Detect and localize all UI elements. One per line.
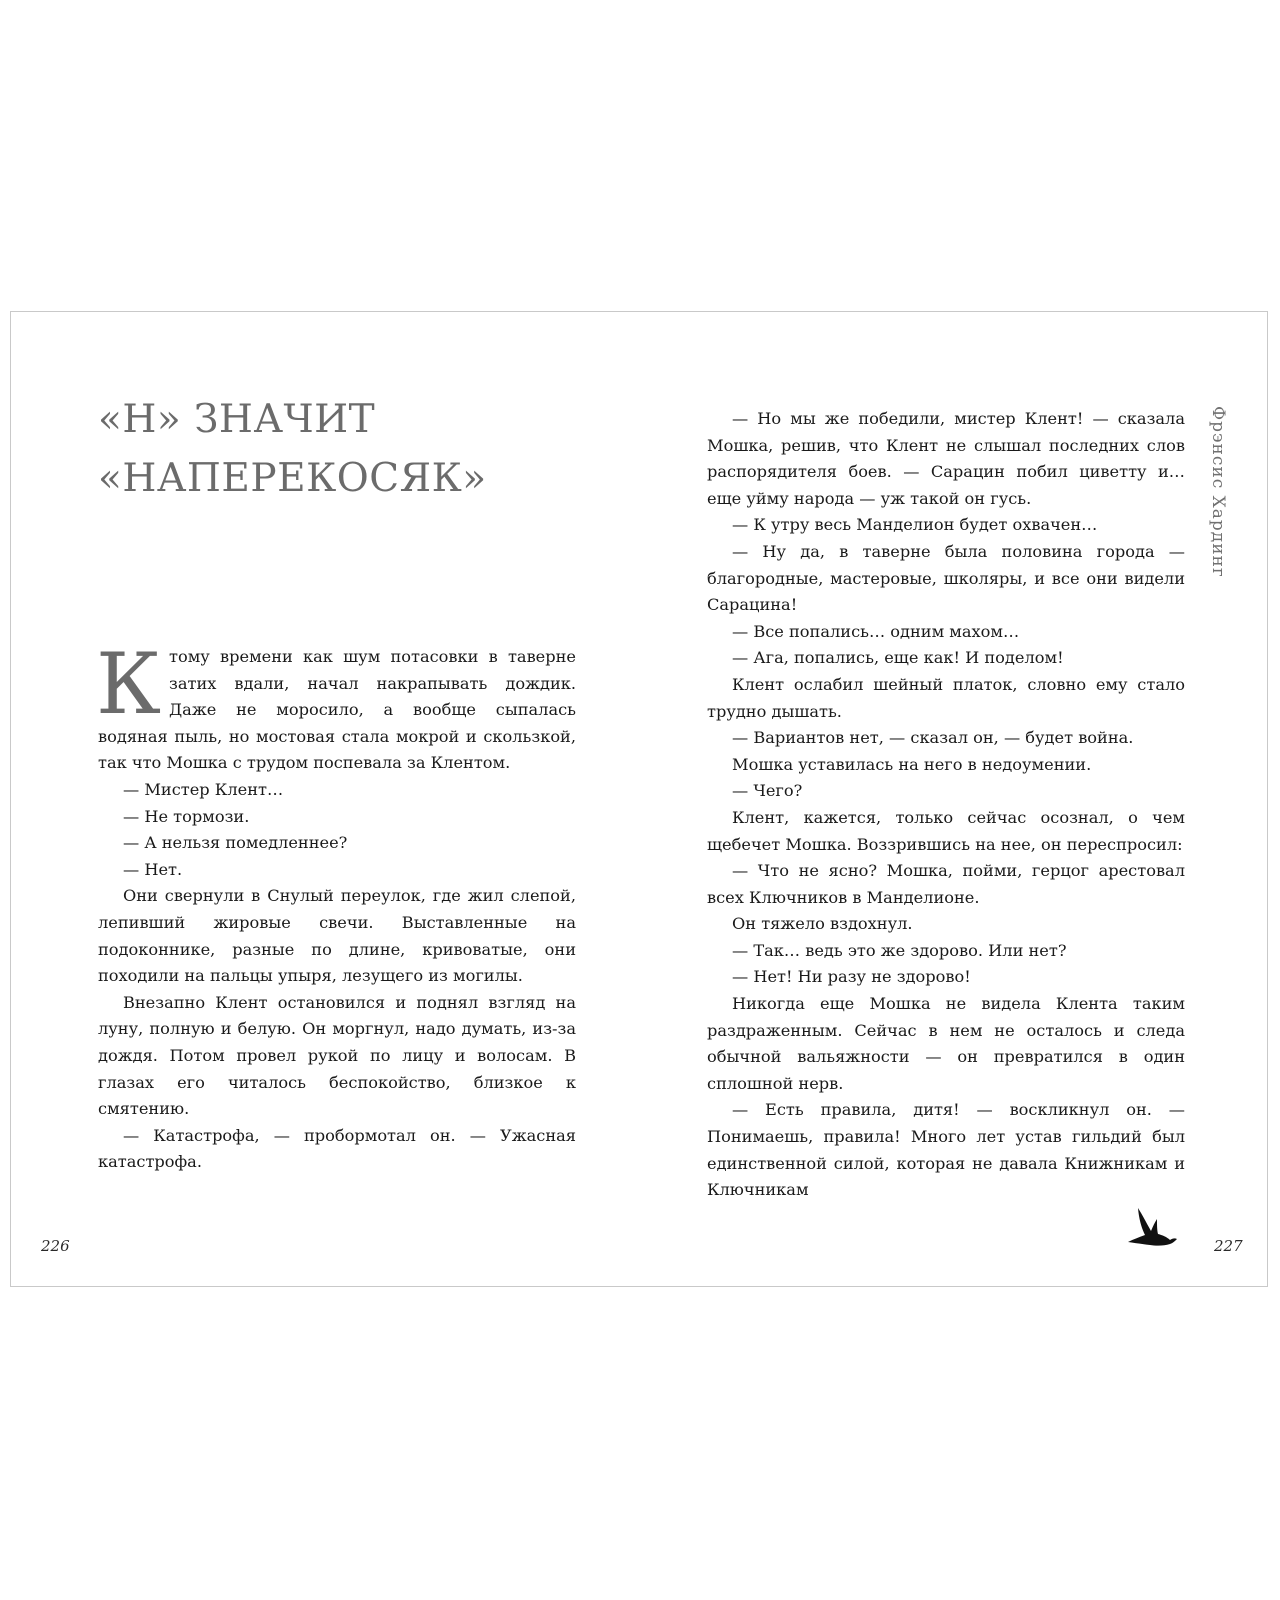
left-paragraph: — Мистер Клент… — [123, 779, 284, 799]
right-paragraph: — Так… ведь это же здорово. Или нет? — [732, 940, 1067, 960]
right-paragraph: — Ну да, в таверне была половина города — благородные, мастеровые, школяры, и все они видели Сарацина! — [707, 541, 1185, 615]
left-page-text — [96, 635, 576, 1176]
opening-paragraph-text: тому времени как шум потасовки в таверне затих вдали, начал накрапывать дождик. Даже не моросило, а вообще сыпалась водяная пыль, но мостовая стала мокрой и скользкой, так что Мошка с трудом поспевала за Клентом. — [98, 647, 576, 773]
right-paragraph: — Есть правила, дитя! — воскликнул он. — Понимаешь, правила! Много лет устав гильдий был единственной силой, которая не давала Книжникам и Ключникам — [707, 1100, 1185, 1200]
running-head-author: Фрэнсис Хардинг — [1208, 406, 1228, 578]
page-number-left: 226 — [41, 1237, 70, 1255]
chapter-title-line-1: «Н» ЗНАЧИТ — [98, 397, 376, 442]
right-paragraph: Он тяжело вздохнул. — [732, 914, 913, 934]
right-page-text — [707, 406, 1185, 1204]
chapter-title — [98, 390, 487, 508]
drop-cap: К — [96, 635, 162, 733]
right-paragraph: — К утру весь Манделион будет охвачен… — [732, 515, 1098, 535]
right-paragraph: Мошка уставилась на него в недоумении. — [732, 754, 1092, 774]
flying-goose-icon — [1126, 1204, 1178, 1250]
right-paragraph: — Вариантов нет, — сказал он, — будет война. — [732, 728, 1134, 748]
right-paragraph: Клент, кажется, только сейчас осознал, о чем щебечет Мошка. Воззрившись на нее, он переспросил: — [707, 807, 1185, 854]
chapter-title-line-2: «НАПЕРЕКОСЯК» — [98, 456, 487, 501]
page-number-right: 227 — [1214, 1237, 1243, 1255]
right-paragraph: — Чего? — [732, 781, 803, 801]
right-paragraph: Клент ослабил шейный платок, словно ему стало трудно дышать. — [707, 674, 1185, 721]
left-paragraph: Внезапно Клент остановился и поднял взгляд на луну, полную и белую. Он моргнул, надо думать, из-за дождя. Потом провел рукой по лицу и волосам. В глазах его читалось беспокойство, близкое к смятению. — [98, 992, 576, 1119]
left-paragraph: — Катастрофа, — пробормотал он. — Ужасная катастрофа. — [98, 1125, 576, 1172]
left-paragraph: — А нельзя помедленнее? — [123, 833, 348, 853]
right-paragraph: — Нет! Ни разу не здорово! — [732, 967, 971, 987]
right-paragraph: Никогда еще Мошка не видела Клента таким раздраженным. Сейчас в нем не осталось и следа обычной вальяжности — он превратился в один сплошной нерв. — [707, 994, 1185, 1093]
right-paragraph: — Что не ясно? Мошка, пойми, герцог арестовал всех Ключников в Манделионе. — [707, 861, 1185, 907]
right-paragraph: — Все попались… одним махом… — [732, 621, 1020, 641]
right-paragraph: — Но мы же победили, мистер Клент! — сказала Мошка, решив, что Клент не слышал последних слов распорядителя боев. — Сарацин побил циветту и… еще уйму народа — уж такой он гусь. — [707, 409, 1185, 508]
left-paragraph: Они свернули в Снулый переулок, где жил слепой, лепивший жировые свечи. Выставленные на подоконнике, разные по длине, кривоватые, они походили на пальцы упыря, лезущего из могилы. — [98, 886, 576, 986]
opening-paragraph — [96, 635, 576, 777]
right-paragraph: — Ага, попались, еще как! И поделом! — [732, 648, 1064, 668]
book-spread — [10, 311, 1268, 1287]
left-paragraph: — Нет. — [123, 859, 183, 879]
left-paragraph: — Не тормози. — [123, 806, 250, 826]
